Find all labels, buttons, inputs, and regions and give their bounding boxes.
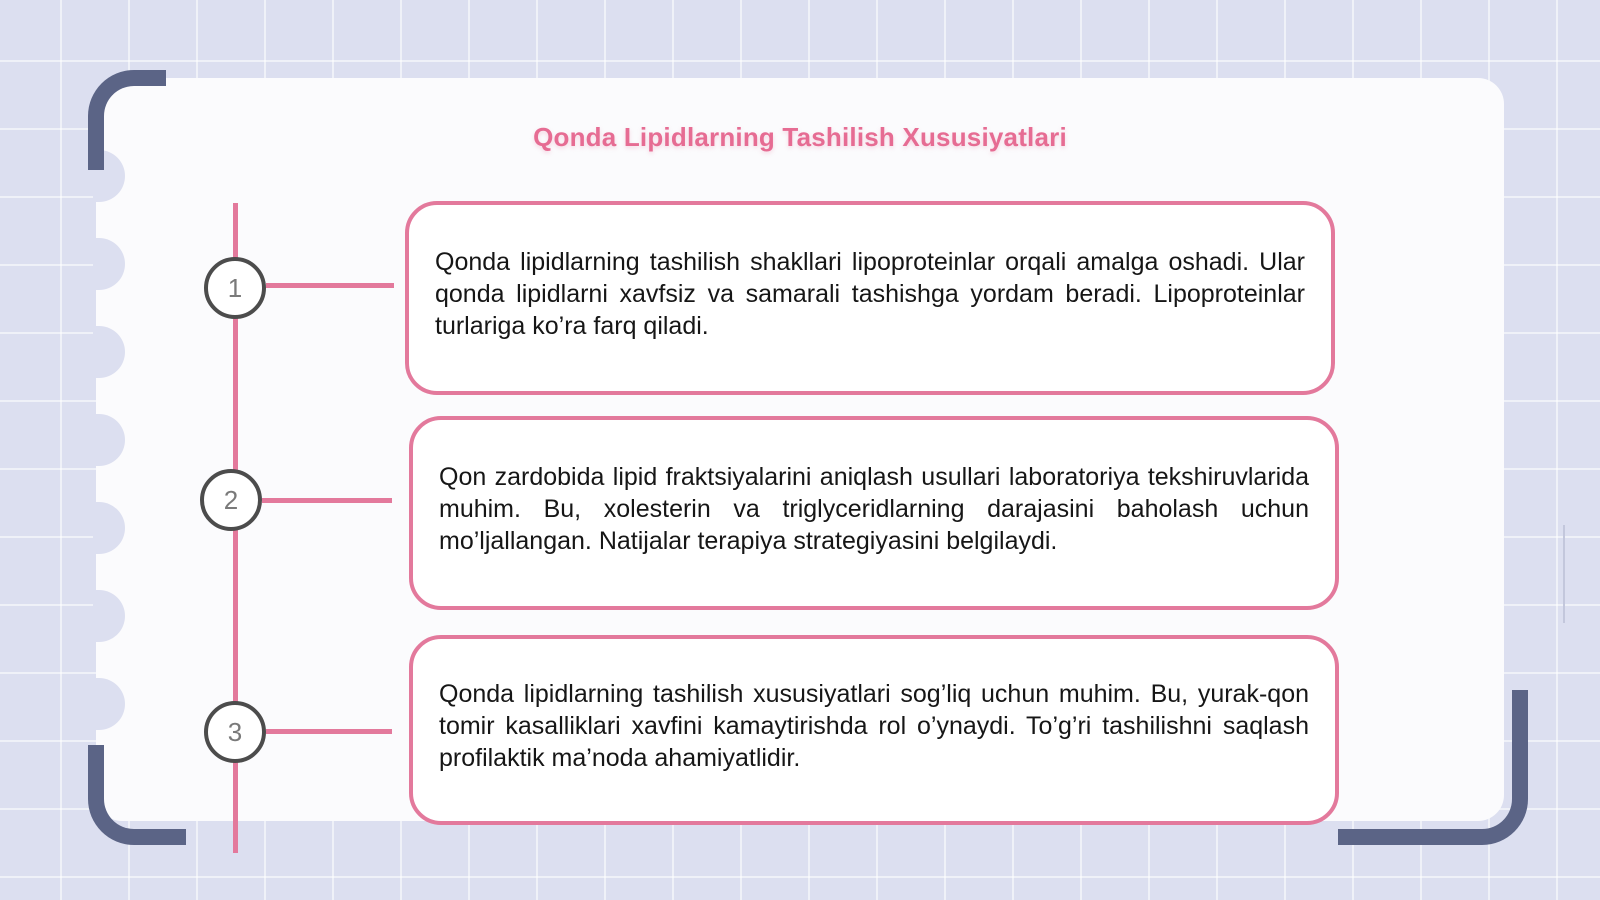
decorative-line <box>1563 525 1565 623</box>
frame-corner-top-left <box>88 70 166 170</box>
step-card-2 <box>409 416 1339 610</box>
step-card-3 <box>409 635 1339 825</box>
frame-corner-bottom-left <box>88 745 186 845</box>
step-text-3: Qonda lipidlarning tashilish xususiyatlari sog’liq uchun muhim. Bu, yurak-qon tomir kasalliklari xavfini kamaytirishda rol o’ynaydi. To’g’ri tashilishni saqlash profilaktik ma’noda ahamiyatlidir. <box>439 680 1309 772</box>
slide-title: Qonda Lipidlarning Tashilish Xususiyatlari <box>533 122 1067 152</box>
step-text-2: Qon zardobida lipid fraktsiyalarini aniqlash usullari laboratoriya tekshiruvlarida muhim. Bu, xolesterin va triglyceridlarning darajasini baholash uchun mo’ljallangan. Natijalar terapiya strategiyasini belgilaydi. <box>439 463 1309 555</box>
connector-line-1 <box>266 283 394 288</box>
connector-line-2 <box>262 498 392 503</box>
step-number-3: 3 <box>204 701 266 763</box>
step-number-2: 2 <box>200 469 262 531</box>
step-card-1 <box>405 201 1335 395</box>
step-text-1: Qonda lipidlarning tashilish shakllari lipoproteinlar orqali amalga oshadi. Ular qonda lipidlarni xavfsiz va samarali tashishga yordam beradi. Lipoproteinlar turlariga ko’ra farq qiladi. <box>435 248 1305 340</box>
step-number-1: 1 <box>204 257 266 319</box>
frame-corner-bottom-right <box>1338 690 1528 845</box>
connector-line-3 <box>266 729 392 734</box>
